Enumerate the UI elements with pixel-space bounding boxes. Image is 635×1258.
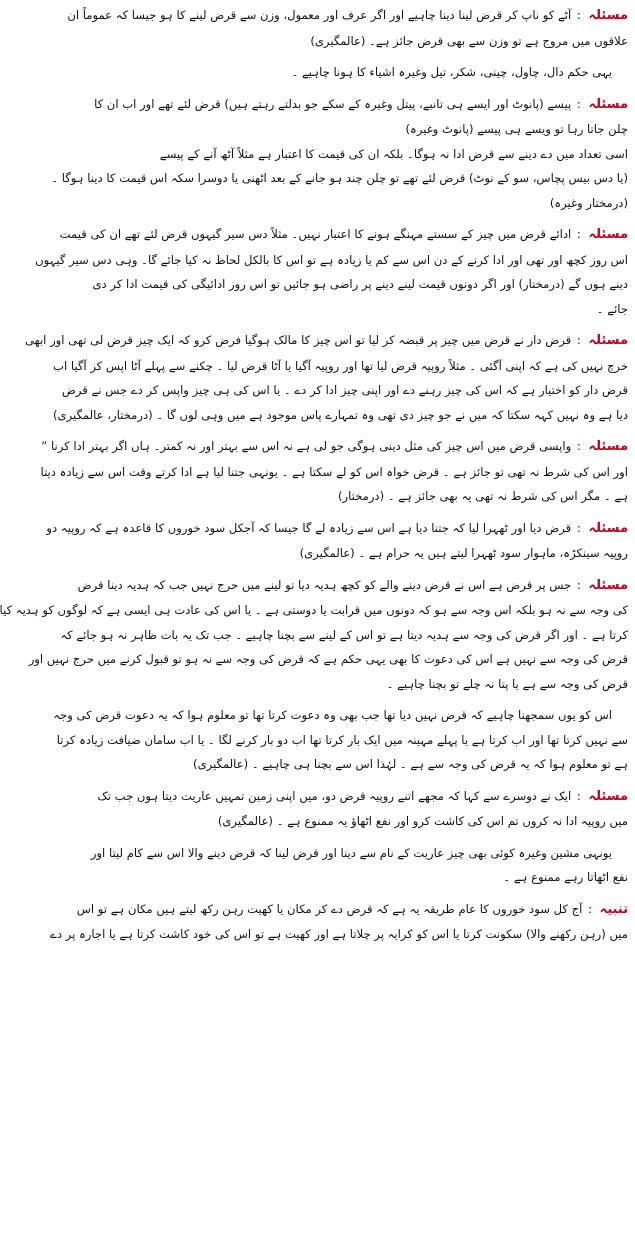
line-text: اور اس کی شرط نہ تھی تو جائز ہے ۔ قرض خواہ اس کو لے سکتا ہے ۔ یونہی جتنا لیا ہے ادا کرتے وقت اس سے زیادہ دیتا bbox=[40, 464, 628, 479]
text-line bbox=[60, 623, 628, 648]
label-separator: : bbox=[584, 901, 596, 916]
text-line bbox=[40, 460, 628, 485]
text-line bbox=[53, 354, 628, 379]
text-line bbox=[94, 92, 628, 118]
text-line bbox=[53, 703, 628, 728]
text-line bbox=[113, 484, 628, 509]
text-line bbox=[113, 117, 628, 142]
masala-paragraph bbox=[35, 222, 628, 321]
line-text: قرض دار نے قرض میں چیز پر قبضہ کر لیا تو اس چیز کا مالک ہوگیا فرض کرو کہ ایک چیز قرض لی تھی اور ابھی bbox=[24, 333, 572, 347]
text-line bbox=[113, 297, 628, 322]
text-line bbox=[24, 328, 628, 354]
line-text: روپیہ سینکڑہ، ماہوار سود ٹھہرا لیتے ہیں یہ حرام ہے ۔ (عالمگیری) bbox=[299, 546, 628, 560]
text-line bbox=[97, 784, 628, 810]
line-text: دینے ہوں گے (درمختار) اور اگر دونوں قیمت لینے دینے پر راضی ہو جائیں تو اس روز ادائیگی کی قیمت ادا کر دی bbox=[92, 277, 628, 291]
line-text: کرتا ہے ۔ اور اگر قرض کی وجہ سے ہدیہ دیتا ہے تو اس کے لینے سے بچنا چاہیے ۔ جب تک یہ بات ظاہر نہ ہو جائے کہ bbox=[60, 627, 628, 642]
line-text: ایک نے دوسرے سے کہا کہ مجھے اتنے روپیہ قرض دو، میں اپنی زمین تمہیں عاریت دیتا ہوں جب تک bbox=[97, 788, 572, 803]
masala-paragraph bbox=[67, 3, 628, 53]
text-line bbox=[113, 752, 628, 777]
line-text: میں (رہن رکھنے والا) سکونت کرتا یا اس کو کرایہ پر چلاتا ہے اور کھیت ہے تو اس کی خود کاشت کرتا ہے یا اجارہ پر دے bbox=[50, 927, 628, 941]
text-line bbox=[59, 222, 628, 248]
text-line bbox=[51, 166, 628, 191]
line-text: سے نہیں کرتا تھا اور اب کرتا ہے یا پہلے مہینہ میں ایک بار کرتا تھا اب دو بار کرنے لگا ۔ یا اب سامان ضیافت زیادہ کرتا bbox=[56, 732, 628, 747]
label-separator: : bbox=[573, 788, 585, 803]
line-text: جس پر قرض ہے اس نے قرض دینے والے کو کچھ ہدیہ دیا تو لینے میں حرج نہیں جب کہ ہدیہ دینا قرض bbox=[77, 577, 572, 592]
text-line bbox=[92, 272, 628, 297]
line-text: یہی حکم دال، چاول، چینی، شکر، تیل وغیرہ اشیاء کا ہونا چاہیے ۔ bbox=[291, 65, 612, 79]
line-text: قرض دار کو اختیار ہے کہ اس کی چیز رہنے دے اور اپنی چیز ادا کر دے ۔ یا اس کی ہی چیز واپس کر دے جس نے قرض bbox=[61, 383, 628, 397]
text-line bbox=[35, 248, 628, 273]
tanbih-label: تنبیہ bbox=[599, 901, 628, 917]
masala-paragraph bbox=[46, 516, 628, 566]
line-text: آج کل سود خوروں کا عام طریقہ یہ ہے کہ قرض دے کر مکان یا کھیت رہن رکھ لیتے ہیں مکان ہے تو اس bbox=[76, 901, 583, 916]
paragraph bbox=[113, 60, 628, 85]
line-text: آٹے کو ناپ کر قرض لینا دینا چاہیے اور اگر عرف اور معمول، وزن سے قرض لینے کا ہو جیسا کہ عموماً ان bbox=[67, 8, 572, 22]
masala-paragraph bbox=[51, 92, 628, 216]
masala-label: مسئلہ bbox=[588, 577, 628, 593]
paragraph bbox=[90, 841, 628, 890]
text-line bbox=[0, 598, 628, 623]
line-text: واپسی قرض میں اس چیز کی مثل دینی ہوگی جو لی ہے نہ اس سے بہتر اور نہ کمتر۔ ہاں اگر بہتر ادا کرنا ” bbox=[41, 439, 572, 453]
text-line bbox=[113, 672, 628, 697]
text-line bbox=[113, 809, 628, 834]
line-text: کی وجہ سے نہ ہو بلکہ اس وجہ سے ہو کہ دونوں میں قرابت یا دوستی ہے ۔ یا اس کی عادت ہی ایسی ہے کہ لوگوں کو ہدیہ کیا bbox=[0, 603, 628, 617]
text-line bbox=[113, 29, 628, 54]
line-text: قرض کی وجہ سے نہیں ہے اس کی دعوت کا بھی یہی حکم ہے کہ قرض کی وجہ سے نہ ہو تو قبول کرنے میں حرج نہیں اور bbox=[28, 652, 628, 666]
masala-label: مسئلہ bbox=[588, 8, 628, 23]
masala-paragraph bbox=[40, 434, 628, 509]
line-text: اس روز کچھ اور تھی اور ادا کرنے کے دن اس سے کم یا زیادہ ہے تو اس کا بالکل لحاظ نہ کیا جائے گا۔ وہی دس سیر گیہوں bbox=[35, 252, 628, 267]
masala-label: مسئلہ bbox=[588, 96, 628, 112]
line-text: (درمختار وغیرہ) bbox=[549, 195, 628, 210]
text-line bbox=[61, 378, 628, 403]
label-separator: : bbox=[573, 439, 585, 453]
line-text: چلن جاتا رہا تو ویسے ہی پیسے (پانوٹ وغیرہ) bbox=[405, 122, 628, 136]
line-text: یونہی مشین وغیرہ کوئی بھی چیز عاریت کے نام سے دینا اور قرض لینا کہ قرض دینے والا اس سے کام لیتا اور bbox=[90, 845, 612, 860]
document-body bbox=[0, 3, 628, 947]
text-line bbox=[113, 60, 628, 85]
text-line bbox=[76, 897, 628, 923]
line-text: دیا ہے وہ نہیں کہہ سکتا کہ میں نے جو چیز دی تھی وہ تمہارے پاس موجود ہے میں وہی لوں گا ۔ (درمختار، عالمگیری) bbox=[53, 407, 628, 422]
masala-label: مسئلہ bbox=[588, 227, 628, 242]
line-text: قرض دیا اور ٹھہرا لیا کہ جتنا دیا ہے اس سے زیادہ لے گا جیسا کہ آجکل سود خوروں کا قاعدہ ہے کہ روپیہ دو bbox=[46, 520, 572, 535]
text-line bbox=[90, 841, 628, 866]
line-text: پیسے (پانوٹ اور ایسے ہی تانبے، پیتل وغیرہ کے سکے جو بدلتے رہتے ہیں) قرض لئے تھے اور اب ان کا bbox=[94, 96, 572, 111]
line-text: جائے ۔ bbox=[596, 301, 628, 316]
text-line bbox=[113, 191, 628, 216]
masala-paragraph bbox=[97, 784, 628, 834]
label-separator: : bbox=[573, 8, 585, 22]
text-line bbox=[56, 728, 628, 753]
text-line bbox=[28, 647, 628, 672]
line-text: ادائے قرض میں چیز کے سستے مہنگے ہونے کا اعتبار نہیں۔ مثلاً دس سیر گیہوں قرض لئے تھے ان کی قیمت bbox=[59, 227, 572, 241]
masala-label: مسئلہ bbox=[588, 788, 628, 804]
line-text: نفع اٹھاتا رہے ممنوع ہے ۔ bbox=[503, 870, 628, 884]
line-text: اس کو یوں سمجھنا چاہیے کہ قرض نہیں دیا تھا جب بھی وہ دعوت کرتا تھا تو معلوم ہوا کہ یہ دعوت قرض کی وجہ bbox=[53, 708, 612, 722]
text-line bbox=[113, 541, 628, 566]
text-line bbox=[67, 3, 628, 29]
line-text: قرض کی وجہ سے ہے یا پتا نہ چلے تو بچنا چاہیے ۔ bbox=[386, 676, 628, 691]
text-line bbox=[46, 516, 628, 542]
line-text: خرچ نہیں کی ہے کہ اپنی آگئی ۔ مثلاً روپیہ قرض لیا تھا اور روپیہ آگیا یا آٹا قرض لیا ۔ چکنے سے پہلے آٹا اپس کر آگیا اب bbox=[53, 358, 628, 373]
text-line bbox=[113, 865, 628, 890]
masala-paragraph bbox=[0, 573, 628, 697]
line-text: ہے ۔ مگر اس کی شرط نہ تھی یہ بھی جائز ہے ۔ (درمختار) bbox=[337, 489, 628, 503]
masala-paragraph bbox=[24, 328, 628, 427]
label-separator: : bbox=[573, 577, 585, 592]
text-line bbox=[41, 434, 628, 460]
masala-label: مسئلہ bbox=[588, 520, 628, 536]
line-text: میں روپیہ ادا نہ کروں تم اس کی کاشت کرو اور نفع اٹھاؤ یہ ممنوع ہے ۔ (عالمگیری) bbox=[217, 814, 628, 828]
label-separator: : bbox=[573, 96, 585, 111]
text-line bbox=[113, 142, 628, 167]
tanbih-paragraph bbox=[50, 897, 628, 947]
line-text: اسی تعداد میں دے دینے سے قرض ادا نہ ہوگا۔ بلکہ ان کی قیمت کا اعتبار ہے مثلاً آٹھ آنے کے پیسے bbox=[159, 146, 628, 161]
label-separator: : bbox=[573, 227, 585, 241]
text-line bbox=[50, 922, 628, 947]
paragraph bbox=[53, 703, 628, 777]
label-separator: : bbox=[573, 333, 585, 347]
text-line bbox=[77, 573, 628, 599]
line-text: ہے تو معلوم ہوا کہ یہ قرض کی وجہ سے ہے ۔ لہٰذا اس سے بچنا ہی چاہیے ۔ (عالمگیری) bbox=[193, 757, 628, 771]
text-line bbox=[53, 403, 628, 428]
line-text: علاقوں میں مروج ہے تو وزن سے بھی قرض جائز ہے۔ (عالمگیری) bbox=[310, 33, 628, 48]
masala-label: مسئلہ bbox=[588, 439, 628, 454]
line-text: (یا دس بیس پچاس، سو کے نوٹ) قرض لئے تھے تو چلن چند ہو جانے کے بعد اٹھنی یا دوسرا سکہ اس قیمت کا دینا ہوگا ۔ bbox=[51, 171, 628, 185]
masala-label: مسئلہ bbox=[588, 333, 628, 348]
label-separator: : bbox=[573, 520, 585, 535]
